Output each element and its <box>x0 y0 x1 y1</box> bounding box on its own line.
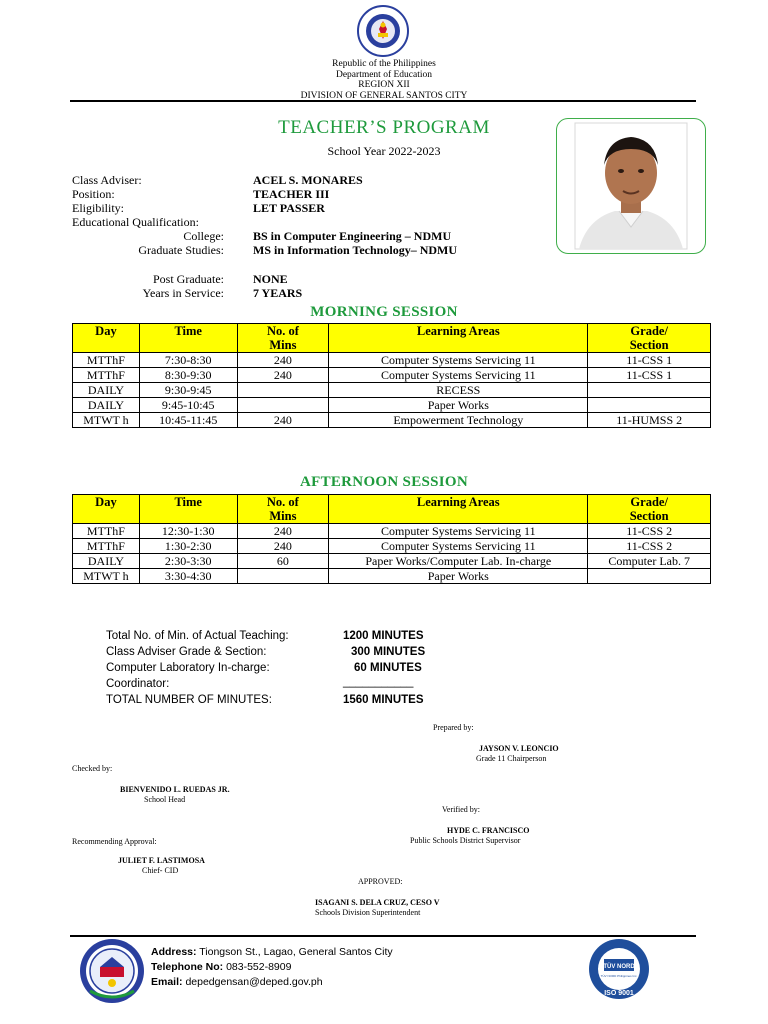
header-grade-section: Grade/ Section <box>588 324 711 353</box>
educational-qualification-label: Educational Qualification: <box>72 215 199 229</box>
summary-label: Class Adviser Grade & Section: <box>106 646 267 658</box>
cell-day: MTWT h <box>73 413 140 428</box>
cell-day: DAILY <box>73 554 140 569</box>
cell-section: 11-CSS 2 <box>588 524 711 539</box>
eligibility-label: Eligibility: <box>72 201 125 215</box>
summary-label: Total No. of Min. of Actual Teaching: <box>106 630 289 642</box>
cell-time: 7:30-8:30 <box>139 353 237 368</box>
cell-section: 11-CSS 1 <box>588 368 711 383</box>
iso-sub-text: TÜV NORD Philippines Inc. <box>600 974 638 978</box>
graduate-studies-label: Graduate Studies: <box>138 243 224 257</box>
header-line-division: DIVISION OF GENERAL SANTOS CITY <box>300 90 468 101</box>
header-text <box>234 59 534 101</box>
header-line-region: REGION XII <box>358 80 410 90</box>
header-day: Day <box>73 495 140 524</box>
college-value: BS in Computer Engineering – NDMU <box>253 229 452 243</box>
header-mins: No. of Mins <box>237 495 329 524</box>
cell-day: MTThF <box>73 524 140 539</box>
header-line-republic: Republic of the Philippines <box>332 59 436 69</box>
cell-section <box>588 383 711 398</box>
verified-by-name: HYDE C. FRANCISCO <box>447 826 530 835</box>
cell-time: 8:30-9:30 <box>139 368 237 383</box>
cell-section <box>588 398 711 413</box>
recommending-name: JULIET F. LASTIMOSA <box>118 856 205 865</box>
college-label: College: <box>183 229 224 243</box>
header-mins: No. of Mins <box>237 324 329 353</box>
cell-section: 11-CSS 1 <box>588 353 711 368</box>
page-title: TEACHER’S PROGRAM <box>278 117 490 138</box>
header-time: Time <box>139 495 237 524</box>
summary-value: 300 MINUTES <box>351 646 426 658</box>
cell-area: Paper Works/Computer Lab. In-charge <box>329 554 588 569</box>
cell-mins <box>237 383 329 398</box>
teacher-photo <box>556 118 706 254</box>
eligibility-value: LET PASSER <box>253 201 325 215</box>
table-row <box>73 524 711 539</box>
cell-day: MTThF <box>73 368 140 383</box>
cell-area: Paper Works <box>329 398 588 413</box>
summary-label: Computer Laboratory In-charge: <box>106 662 270 674</box>
cell-area: Empowerment Technology <box>329 413 588 428</box>
table-row <box>73 569 711 584</box>
cell-mins: 240 <box>237 368 329 383</box>
recommending-title: Chief- CID <box>142 866 179 875</box>
footer-email: Email: depedgensan@deped.gov.ph <box>151 976 323 988</box>
approved-title: Schools Division Superintendent <box>315 908 421 917</box>
cell-area: Paper Works <box>329 569 588 584</box>
cell-mins <box>237 569 329 584</box>
table-row <box>73 413 711 428</box>
iso-brand-text: TÜV NORD <box>603 964 635 970</box>
iso-label-text: ISO 9001 <box>604 990 634 997</box>
summary-label: TOTAL NUMBER OF MINUTES: <box>106 694 272 706</box>
footer-contact <box>151 945 393 990</box>
cell-day: DAILY <box>73 383 140 398</box>
graduate-studies-value: MS in Information Technology– NDMU <box>253 243 458 257</box>
afternoon-schedule-table <box>72 494 711 584</box>
morning-schedule-table <box>72 323 711 428</box>
approved-label: APPROVED: <box>358 877 403 886</box>
summary-value: 1200 MINUTES <box>343 630 424 642</box>
cell-time: 9:30-9:45 <box>139 383 237 398</box>
cell-day: DAILY <box>73 398 140 413</box>
cell-mins: 240 <box>237 353 329 368</box>
class-adviser-value: ACEL S. MONARES <box>253 173 363 187</box>
prepared-by-title: Grade 11 Chairperson <box>476 754 547 763</box>
cell-area: Computer Systems Servicing 11 <box>329 539 588 554</box>
header-learning-areas: Learning Areas <box>329 495 588 524</box>
cell-time: 10:45-11:45 <box>139 413 237 428</box>
school-year: School Year 2022-2023 <box>327 144 441 158</box>
cell-area: Computer Systems Servicing 11 <box>329 368 588 383</box>
header-rule <box>70 100 696 102</box>
cell-time: 12:30-1:30 <box>139 524 237 539</box>
years-in-service-label: Years in Service: <box>142 286 224 300</box>
position-value: TEACHER III <box>253 187 330 201</box>
cell-time: 2:30-3:30 <box>139 554 237 569</box>
cell-section: 11-CSS 2 <box>588 539 711 554</box>
morning-session-title: MORNING SESSION <box>310 304 458 320</box>
cell-mins: 60 <box>237 554 329 569</box>
cell-section: 11-HUMSS 2 <box>588 413 711 428</box>
header-line-department: Department of Education <box>335 69 433 80</box>
cell-day: MTThF <box>73 353 140 368</box>
checked-by-name: BIENVENIDO L. RUEDAS JR. <box>120 785 230 794</box>
header-learning-areas: Learning Areas <box>329 324 588 353</box>
division-seal-logo <box>76 937 148 1005</box>
position-label: Position: <box>72 187 115 201</box>
verified-by-label: Verified by: <box>442 805 480 814</box>
footer-telephone: Telephone No: 083-552-8909 <box>151 961 292 973</box>
table-header-row <box>73 495 711 524</box>
table-row <box>73 353 711 368</box>
cell-area: Computer Systems Servicing 11 <box>329 353 588 368</box>
header-day: Day <box>73 324 140 353</box>
afternoon-session-title: AFTERNOON SESSION <box>299 474 469 490</box>
header-time: Time <box>139 324 237 353</box>
iso-certification-logo <box>584 937 654 1001</box>
summary-value: ___________ <box>343 676 414 688</box>
years-in-service-value: 7 YEARS <box>253 286 303 300</box>
cell-mins: 240 <box>237 524 329 539</box>
cell-time: 3:30-4:30 <box>139 569 237 584</box>
post-graduate-label: Post Graduate: <box>153 272 224 286</box>
cell-mins: 240 <box>237 413 329 428</box>
cell-mins <box>237 398 329 413</box>
recommending-approval-label: Recommending Approval: <box>72 837 157 846</box>
cell-area: RECESS <box>329 383 588 398</box>
prepared-by-name: JAYSON V. LEONCIO <box>479 744 559 753</box>
header-grade-section: Grade/ Section <box>588 495 711 524</box>
approved-name: ISAGANI S. DELA CRUZ, CESO V <box>315 898 440 907</box>
cell-time: 1:30-2:30 <box>139 539 237 554</box>
table-row <box>73 554 711 569</box>
cell-day: MTWT h <box>73 569 140 584</box>
table-row <box>73 539 711 554</box>
summary-value: 60 MINUTES <box>354 662 422 674</box>
summary-value: 1560 MINUTES <box>343 694 424 706</box>
prepared-by-label: Prepared by: <box>433 723 474 732</box>
class-adviser-label: Class Adviser: <box>72 173 142 187</box>
summary-label: Coordinator: <box>106 678 170 690</box>
deped-seal-logo <box>351 4 415 58</box>
cell-day: MTThF <box>73 539 140 554</box>
table-row <box>73 368 711 383</box>
cell-time: 9:45-10:45 <box>139 398 237 413</box>
checked-by-label: Checked by: <box>72 764 113 773</box>
checked-by-title: School Head <box>144 795 186 804</box>
verified-by-title: Public Schools District Supervisor <box>410 836 521 845</box>
post-graduate-value: NONE <box>253 272 288 286</box>
cell-area: Computer Systems Servicing 11 <box>329 524 588 539</box>
cell-section: Computer Lab. 7 <box>588 554 711 569</box>
cell-mins: 240 <box>237 539 329 554</box>
footer-address: Address: Tiongson St., Lagao, General Santos City <box>151 946 393 958</box>
cell-section <box>588 569 711 584</box>
table-header-row <box>73 324 711 353</box>
table-row <box>73 398 711 413</box>
table-row <box>73 383 711 398</box>
